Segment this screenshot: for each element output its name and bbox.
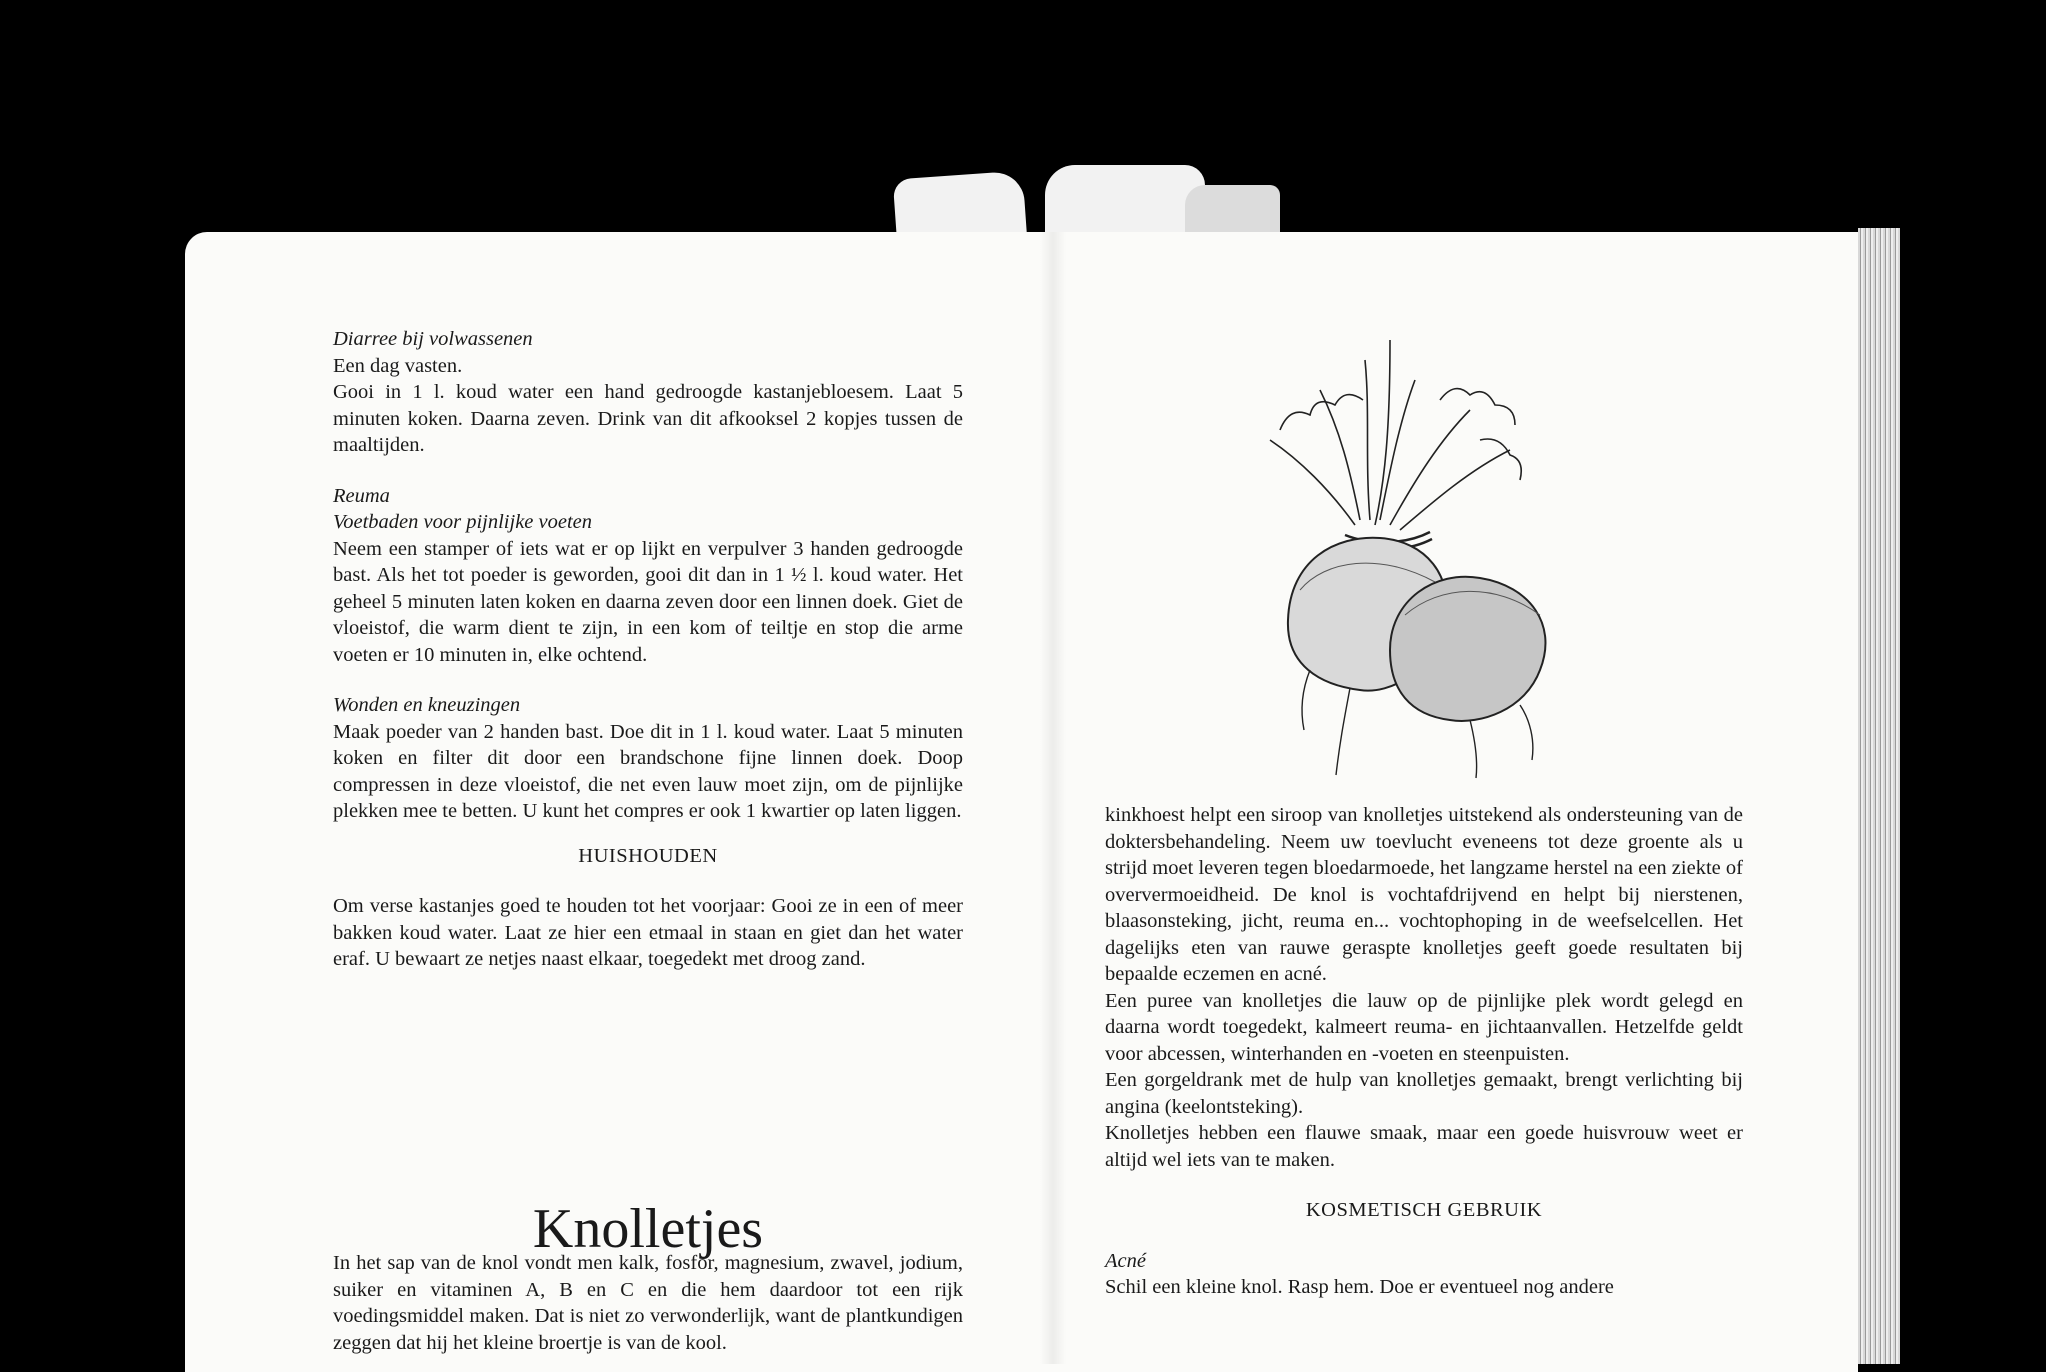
section-subheading: Voetbaden voor pijnlijke voeten bbox=[333, 511, 593, 533]
huishouden-heading: HUISHOUDEN bbox=[578, 844, 718, 867]
turnip-illustration-icon bbox=[1240, 320, 1580, 780]
acne-heading: Acné bbox=[1105, 1249, 1146, 1272]
paragraph: Maak poeder van 2 handen bast. Doe dit in 1 l. koud water. Laat 5 minuten koken en filter dit door een brandschone fijne linnen doek. Doop compressen in deze vloeistof, die net even lauw moet zijn, om de pijnlijke plekken mee te betten. U kunt het compres er ook 1 kwartier op laten liggen. bbox=[333, 720, 963, 822]
paragraph: Knolletjes hebben een flauwe smaak, maar een goede huisvrouw weet er altijd wel iets van te maken. bbox=[1105, 1122, 1743, 1171]
paragraph: Schil een kleine knol. Rasp hem. Doe er eventueel nog andere bbox=[1105, 1276, 1614, 1298]
paragraph: In het sap van de knol vondt men kalk, fosfor, magnesium, zwavel, jodium, suiker en vitaminen A, B en C en die hem daardoor tot een rijk voedingsmiddel maken. Dat is niet zo verwonderlijk, want de plantkundigen zeggen dat hij het kleine broertje is van de kool. bbox=[333, 1252, 963, 1354]
chapter-title: Knolletjes bbox=[532, 1197, 764, 1260]
paragraph: Gooi in 1 l. koud water een hand gedroogde kastanjebloesem. Laat 5 minuten koken. Daarna zeven. Drink van dit afkooksel 2 kopjes tussen de maaltijden. bbox=[333, 381, 963, 456]
page-edges bbox=[1858, 228, 1900, 1364]
paragraph: kinkhoest helpt een siroop van knolletjes uitstekend als ondersteuning van de doktersbehandeling. Neem uw toevlucht eveneens tot deze groente als u strijd moet leveren tegen bloedarmoede, het langzame herstel na een ziekte of oververmoeidheid. De knol is vochtafdrijvend en helpt bij nierstenen, blaasonsteking, jicht, reuma en... vochtophoping in de weefselcellen. Het dagelijks eten van rauwe geraspte knolletjes geeft goede resultaten bij bepaalde eczemen en acné. bbox=[1105, 804, 1743, 985]
section-heading: Wonden en kneuzingen bbox=[333, 694, 521, 716]
paragraph: Een dag vasten. bbox=[333, 354, 463, 377]
section-heading: Reuma bbox=[333, 484, 390, 507]
paragraph: Een gorgeldrank met de hulp van knolletjes gemaakt, brengt verlichting bij angina (keelontsteking). bbox=[1105, 1069, 1743, 1118]
book-spine bbox=[1040, 232, 1066, 1364]
paragraph: Om verse kastanjes goed te houden tot het voorjaar: Gooi ze in een of meer bakken koud water. Laat ze hier een etmaal in staan en giet dan het water eraf. U bewaart ze netjes naast elkaar, toegedekt met droog zand. bbox=[333, 895, 963, 970]
paragraph: Een puree van knolletjes die lauw op de pijnlijke plek wordt gelegd en daarna wordt toegedekt, kalmeert reuma- en jichtaanvallen. Hetzelfde geldt voor abcessen, winterhanden en -voeten en steenpuisten. bbox=[1105, 989, 1743, 1065]
section-heading: Diarree bij volwassenen bbox=[333, 328, 533, 350]
kosmetisch-heading: KOSMETISCH GEBRUIK bbox=[1305, 1199, 1543, 1221]
chapter-intro bbox=[333, 1250, 963, 1356]
page-tabs bbox=[895, 145, 1285, 245]
paragraph: Neem een stamper of iets wat er op lijkt en verpulver 3 handen gedroogde bast. Als het tot poeder is geworden, gooi dit dan in 1 ½ l. koud water. Het geheel 5 minuten laten koken en daarna zeven door een linnen doek. Giet de vloeistof, die warm dient te zijn, in een kom of teiltje en stop die arme voeten er 10 minuten in, elke ochtend. bbox=[333, 537, 963, 666]
right-page-text bbox=[1105, 802, 1743, 1301]
left-page-text bbox=[333, 326, 963, 973]
